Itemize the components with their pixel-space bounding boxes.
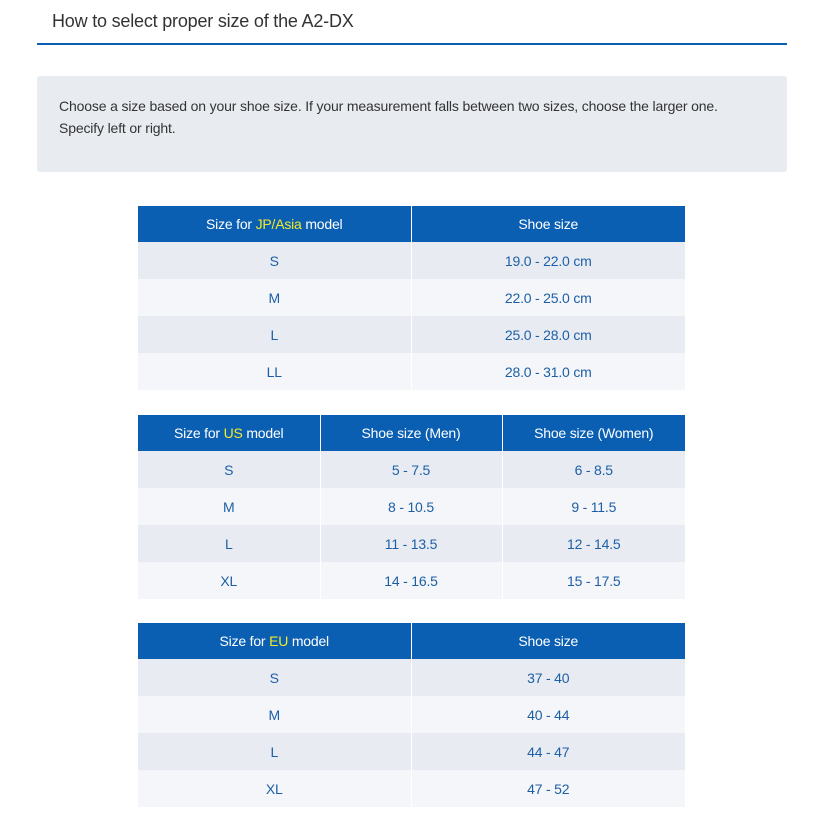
- men-size-cell: 5 - 7.5: [320, 451, 502, 488]
- table-row: [138, 562, 685, 599]
- header-model-size: [138, 206, 411, 242]
- shoe-size-cell: 44 - 47: [411, 733, 685, 770]
- men-size-cell: 14 - 16.5: [320, 562, 502, 599]
- header-suffix: model: [301, 216, 343, 232]
- size-cell: XL: [138, 770, 411, 807]
- table-row: [138, 659, 685, 696]
- table-header-row: [138, 623, 685, 659]
- size-cell: M: [138, 279, 411, 316]
- women-size-cell: 6 - 8.5: [502, 451, 685, 488]
- men-size-cell: 8 - 10.5: [320, 488, 502, 525]
- table-row: [138, 242, 685, 279]
- title-divider: [37, 43, 787, 45]
- women-size-cell: 15 - 17.5: [502, 562, 685, 599]
- header-region: EU: [269, 633, 289, 649]
- page-title: How to select proper size of the A2-DX: [52, 11, 354, 31]
- header-shoe-size-women: Shoe size (Women): [502, 415, 685, 451]
- header-prefix: Size for: [206, 216, 256, 232]
- header-suffix: model: [242, 425, 284, 441]
- eu-size-table: [138, 623, 685, 807]
- table-row: [138, 488, 685, 525]
- size-cell: L: [138, 525, 320, 562]
- table-header-row: [138, 415, 685, 451]
- table-row: [138, 451, 685, 488]
- jp-asia-size-table: [138, 206, 685, 390]
- shoe-size-cell: 19.0 - 22.0 cm: [411, 242, 685, 279]
- header-shoe-size: Shoe size: [411, 206, 685, 242]
- header-region: US: [223, 425, 243, 441]
- table-row: [138, 316, 685, 353]
- size-cell: S: [138, 659, 411, 696]
- table-row: [138, 353, 685, 390]
- table-header-row: [138, 206, 685, 242]
- header-shoe-size: Shoe size: [411, 623, 685, 659]
- shoe-size-cell: 37 - 40: [411, 659, 685, 696]
- table-row: [138, 279, 685, 316]
- header-prefix: Size for: [219, 633, 270, 649]
- size-cell: L: [138, 733, 411, 770]
- size-cell: S: [138, 451, 320, 488]
- size-cell: M: [138, 696, 411, 733]
- size-cell: XL: [138, 562, 320, 599]
- shoe-size-cell: 28.0 - 31.0 cm: [411, 353, 685, 390]
- shoe-size-cell: 22.0 - 25.0 cm: [411, 279, 685, 316]
- header-shoe-size-men: Shoe size (Men): [320, 415, 502, 451]
- women-size-cell: 9 - 11.5: [502, 488, 685, 525]
- size-note-text: Choose a size based on your shoe size. If your measurement falls between two sizes, choose the larger one. Specify left or right.: [59, 98, 718, 136]
- size-cell: L: [138, 316, 411, 353]
- header-suffix: model: [288, 633, 329, 649]
- table-row: [138, 696, 685, 733]
- shoe-size-cell: 47 - 52: [411, 770, 685, 807]
- shoe-size-cell: 25.0 - 28.0 cm: [411, 316, 685, 353]
- header-model-size: [138, 623, 411, 659]
- size-cell: M: [138, 488, 320, 525]
- women-size-cell: 12 - 14.5: [502, 525, 685, 562]
- size-note-box: [37, 76, 787, 172]
- size-cell: LL: [138, 353, 411, 390]
- table-row: [138, 525, 685, 562]
- shoe-size-cell: 40 - 44: [411, 696, 685, 733]
- men-size-cell: 11 - 13.5: [320, 525, 502, 562]
- header-region: JP/Asia: [255, 216, 302, 232]
- table-row: [138, 733, 685, 770]
- header-model-size: [138, 415, 320, 451]
- table-row: [138, 770, 685, 807]
- size-cell: S: [138, 242, 411, 279]
- us-size-table: [138, 415, 685, 599]
- header-prefix: Size for: [174, 425, 224, 441]
